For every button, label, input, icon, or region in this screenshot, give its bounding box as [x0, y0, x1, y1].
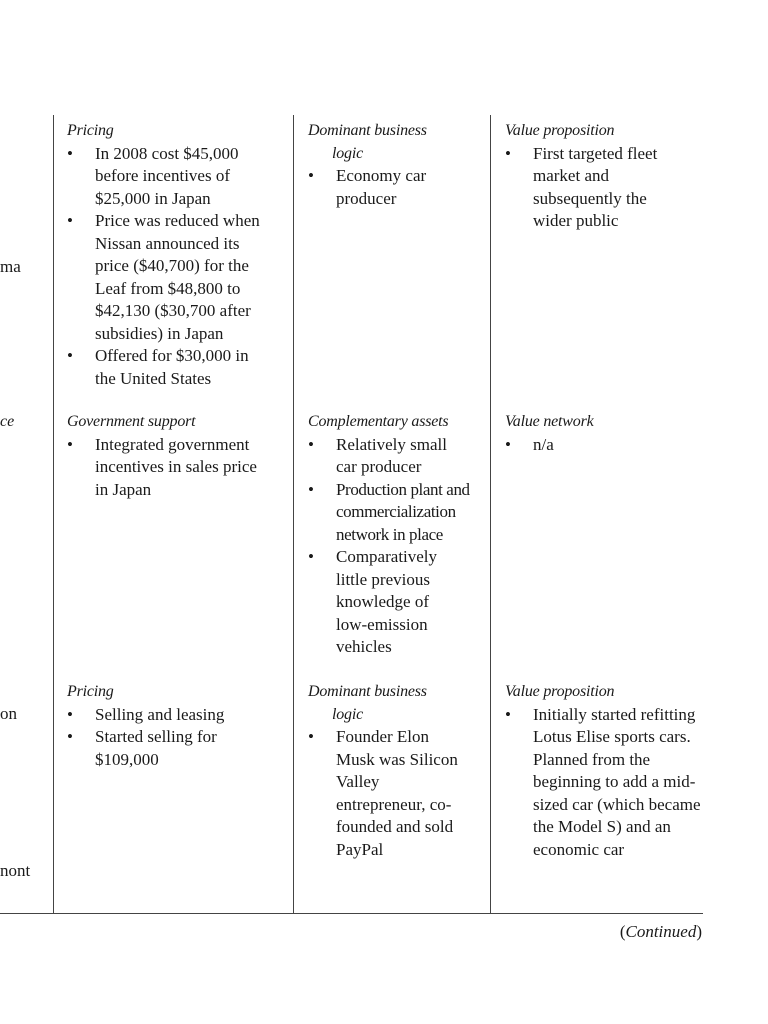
list-item: • First targeted fleet market and subsequently the wider public — [505, 143, 695, 233]
row2-col1-heading: Government support — [67, 413, 196, 430]
list-item: • Started selling for $109,000 — [67, 726, 273, 771]
list-item: • n/a — [505, 434, 695, 457]
row3-col1-list — [67, 704, 273, 772]
list-item: • Production plant and commercialization network in place — [308, 479, 476, 547]
column-divider-1 — [53, 115, 54, 914]
left-fragment-row2: ce — [0, 413, 15, 430]
row3-col2-list — [308, 726, 476, 861]
row1-col2-list — [308, 165, 476, 210]
row2-col3-heading: Value network — [505, 413, 594, 430]
row2-col2-cell — [308, 411, 476, 659]
list-item: • Initially started refitting Lotus Elise sports cars. Planned from the beginning to add a mid-sized car (which became the Model S) and an economic car — [505, 704, 701, 862]
row1-col3-cell — [505, 120, 695, 233]
row1-col1-list — [67, 143, 273, 391]
list-item: • Offered for $30,000 in the United States — [67, 345, 273, 390]
row3-col3-list — [505, 704, 701, 862]
column-divider-3 — [490, 115, 491, 914]
left-fragment-row3b: nont — [0, 861, 31, 880]
row2-col2-list — [308, 434, 476, 659]
list-item: • Economy car producer — [308, 165, 476, 210]
list-item: • Relatively small car producer — [308, 434, 476, 479]
row3-col1-cell — [67, 681, 273, 771]
row2-col1-cell — [67, 411, 273, 501]
row3-col2-heading — [308, 681, 476, 726]
list-item: • In 2008 cost $45,000 before incentives of $25,000 in Japan — [67, 143, 273, 211]
list-item: • Founder Elon Musk was Silicon Valley entrepreneur, co-founded and sold PayPal — [308, 726, 476, 861]
row2-col3-list — [505, 434, 695, 457]
row1-col2-heading — [308, 120, 476, 165]
heading-line1: Dominant business — [308, 122, 427, 139]
row1-col3-heading: Value proposition — [505, 122, 615, 139]
row1-col1-cell — [67, 120, 273, 390]
heading-line1: Dominant business — [308, 683, 427, 700]
row3-col2-cell — [308, 681, 476, 861]
list-item: • Integrated government incentives in sales price in Japan — [67, 434, 273, 502]
column-divider-2 — [293, 115, 294, 914]
row3-col3-heading: Value proposition — [505, 683, 615, 700]
row1-col1-heading: Pricing — [67, 122, 114, 139]
heading-line2: logic — [332, 144, 363, 162]
table-bottom-rule — [0, 913, 703, 914]
row2-col1-list — [67, 434, 273, 502]
heading-line2: logic — [332, 705, 363, 723]
row3-col1-heading: Pricing — [67, 683, 114, 700]
list-item: • Selling and leasing — [67, 704, 273, 727]
left-fragment-row3a: on — [0, 704, 17, 723]
row2-col3-cell — [505, 411, 695, 456]
list-item: • Comparatively little previous knowledge of low-emission vehicles — [308, 546, 476, 659]
row1-col3-list — [505, 143, 695, 233]
list-item: • Price was reduced when Nissan announced its price ($40,700) for the Leaf from $48,800 to $42,130 ($30,700 after subsidies) in Japan — [67, 210, 273, 345]
continued-label: Continued — [625, 922, 697, 941]
row3-col3-cell — [505, 681, 701, 861]
row1-col2-cell — [308, 120, 476, 210]
continued-note: (Continued) — [619, 922, 702, 941]
left-fragment-row1: ma — [0, 257, 21, 276]
row2-col2-heading: Complementary assets — [308, 413, 449, 430]
